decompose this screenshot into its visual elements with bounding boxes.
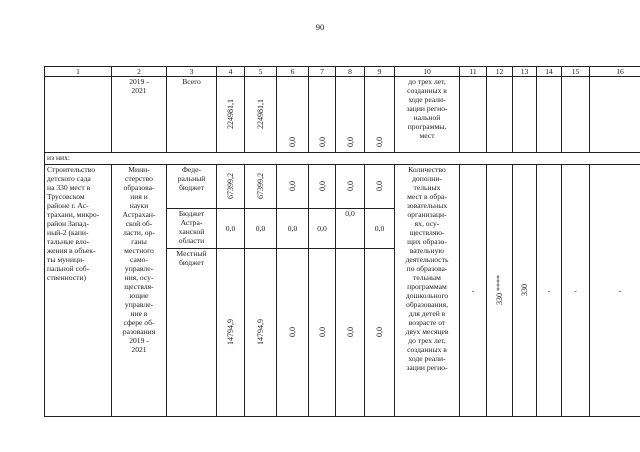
header-row (45, 67, 640, 77)
header-cell: 7 (309, 67, 336, 77)
header-cell: 15 (562, 67, 590, 77)
header-cell: 5 (245, 67, 277, 77)
value-cell: 224981,1 (256, 98, 265, 129)
period-cell: 2019 - 2021 (112, 77, 167, 153)
source-cell: Всего (167, 77, 217, 153)
value-cell: 0,0 (309, 209, 336, 249)
value-cell: 0,0 (375, 326, 384, 337)
value-cell: 0,0 (217, 209, 245, 249)
value-cell: - (537, 165, 562, 417)
value-cell: - (460, 165, 487, 417)
value-cell: 0,0 (277, 209, 309, 249)
indicator-text: Количество дополни- тельных мест в обра- зовательных организаци- ях, осу- ществляю- щих образо- вательную деятельность по образова- тельным программам дошкольного образования, для детей в возрасте от двух месяцев до трех лет, созданных в ходе реали- зации регио- (395, 165, 460, 417)
header-cell: 16 (590, 67, 640, 77)
value-cell: 0,0 (375, 180, 384, 191)
iz-nih-row (45, 153, 640, 165)
value-cell: 0,0 (375, 137, 384, 147)
value-cell: 0,0 (288, 137, 297, 147)
value-cell: - (562, 165, 590, 417)
header-cell: 10 (395, 67, 460, 77)
header-cell: 12 (487, 67, 513, 77)
iz-nih-label: из них: (45, 153, 640, 165)
header-cell: 13 (513, 67, 537, 77)
header-cell: 2 (112, 67, 167, 77)
federal-row (45, 165, 640, 209)
value-cell: 0,0 (345, 180, 355, 191)
value-cell: - (590, 165, 640, 417)
value-cell: 0,0 (345, 137, 355, 147)
header-cell: 9 (365, 67, 395, 77)
value-cell: 0,0 (365, 209, 395, 249)
value-cell: 0,0 (245, 209, 277, 249)
value-cell: 14794,9 (256, 318, 265, 345)
value-cell: 0,0 (288, 180, 297, 191)
value-cell: 14794,9 (226, 318, 235, 345)
object-cell-empty (45, 77, 112, 153)
value-cell: 0,0 (345, 326, 355, 337)
value-cell: 67399,2 (256, 172, 265, 199)
value-cell: 0,0 (288, 326, 297, 337)
header-cell: 8 (336, 67, 365, 77)
indicator-cell: до трех лет, созданных в ходе реали- зации регио- нальной программы, мест (395, 77, 460, 153)
source-local: Местный бюджет (167, 249, 217, 417)
value-cell: 330 **** (495, 274, 504, 305)
value-cell: 330 (520, 283, 529, 296)
total-row (45, 77, 640, 153)
value-cell: 0,0 (317, 326, 327, 337)
value-cell: 0,0 (317, 137, 327, 147)
source-regional: Бюджет Астра- ханской области (167, 209, 217, 249)
value-cell: 0,0 (317, 180, 327, 191)
header-cell: 4 (217, 67, 245, 77)
source-federal: Феде- ральный бюджет (167, 165, 217, 209)
header-cell: 6 (277, 67, 309, 77)
header-cell: 3 (167, 67, 217, 77)
header-cell: 11 (460, 67, 487, 77)
value-cell: 67399,2 (226, 172, 235, 199)
program-table (44, 66, 640, 417)
executor-cell: Мини- стерство образова- ния и науки Астрахан- ской об- ласти, ор- ганы местного само- управле- ния, осу- ществля- ющие управле- ние в сфере об- разования 2019 - 2021 (112, 165, 167, 417)
value-cell: 224981,1 (226, 98, 235, 129)
object-name: Строительство детского сада на 330 мест в Трусовском районе г. Ас- трахани, микро- район Запад- ный-2 (капи- тальные вло- жения в объек- ты муници- пальной соб- ственности) (45, 165, 112, 417)
value-cell: 0,0 (336, 209, 365, 249)
header-cell: 1 (45, 67, 112, 77)
header-cell: 14 (537, 67, 562, 77)
page-number: 90 (315, 22, 325, 32)
